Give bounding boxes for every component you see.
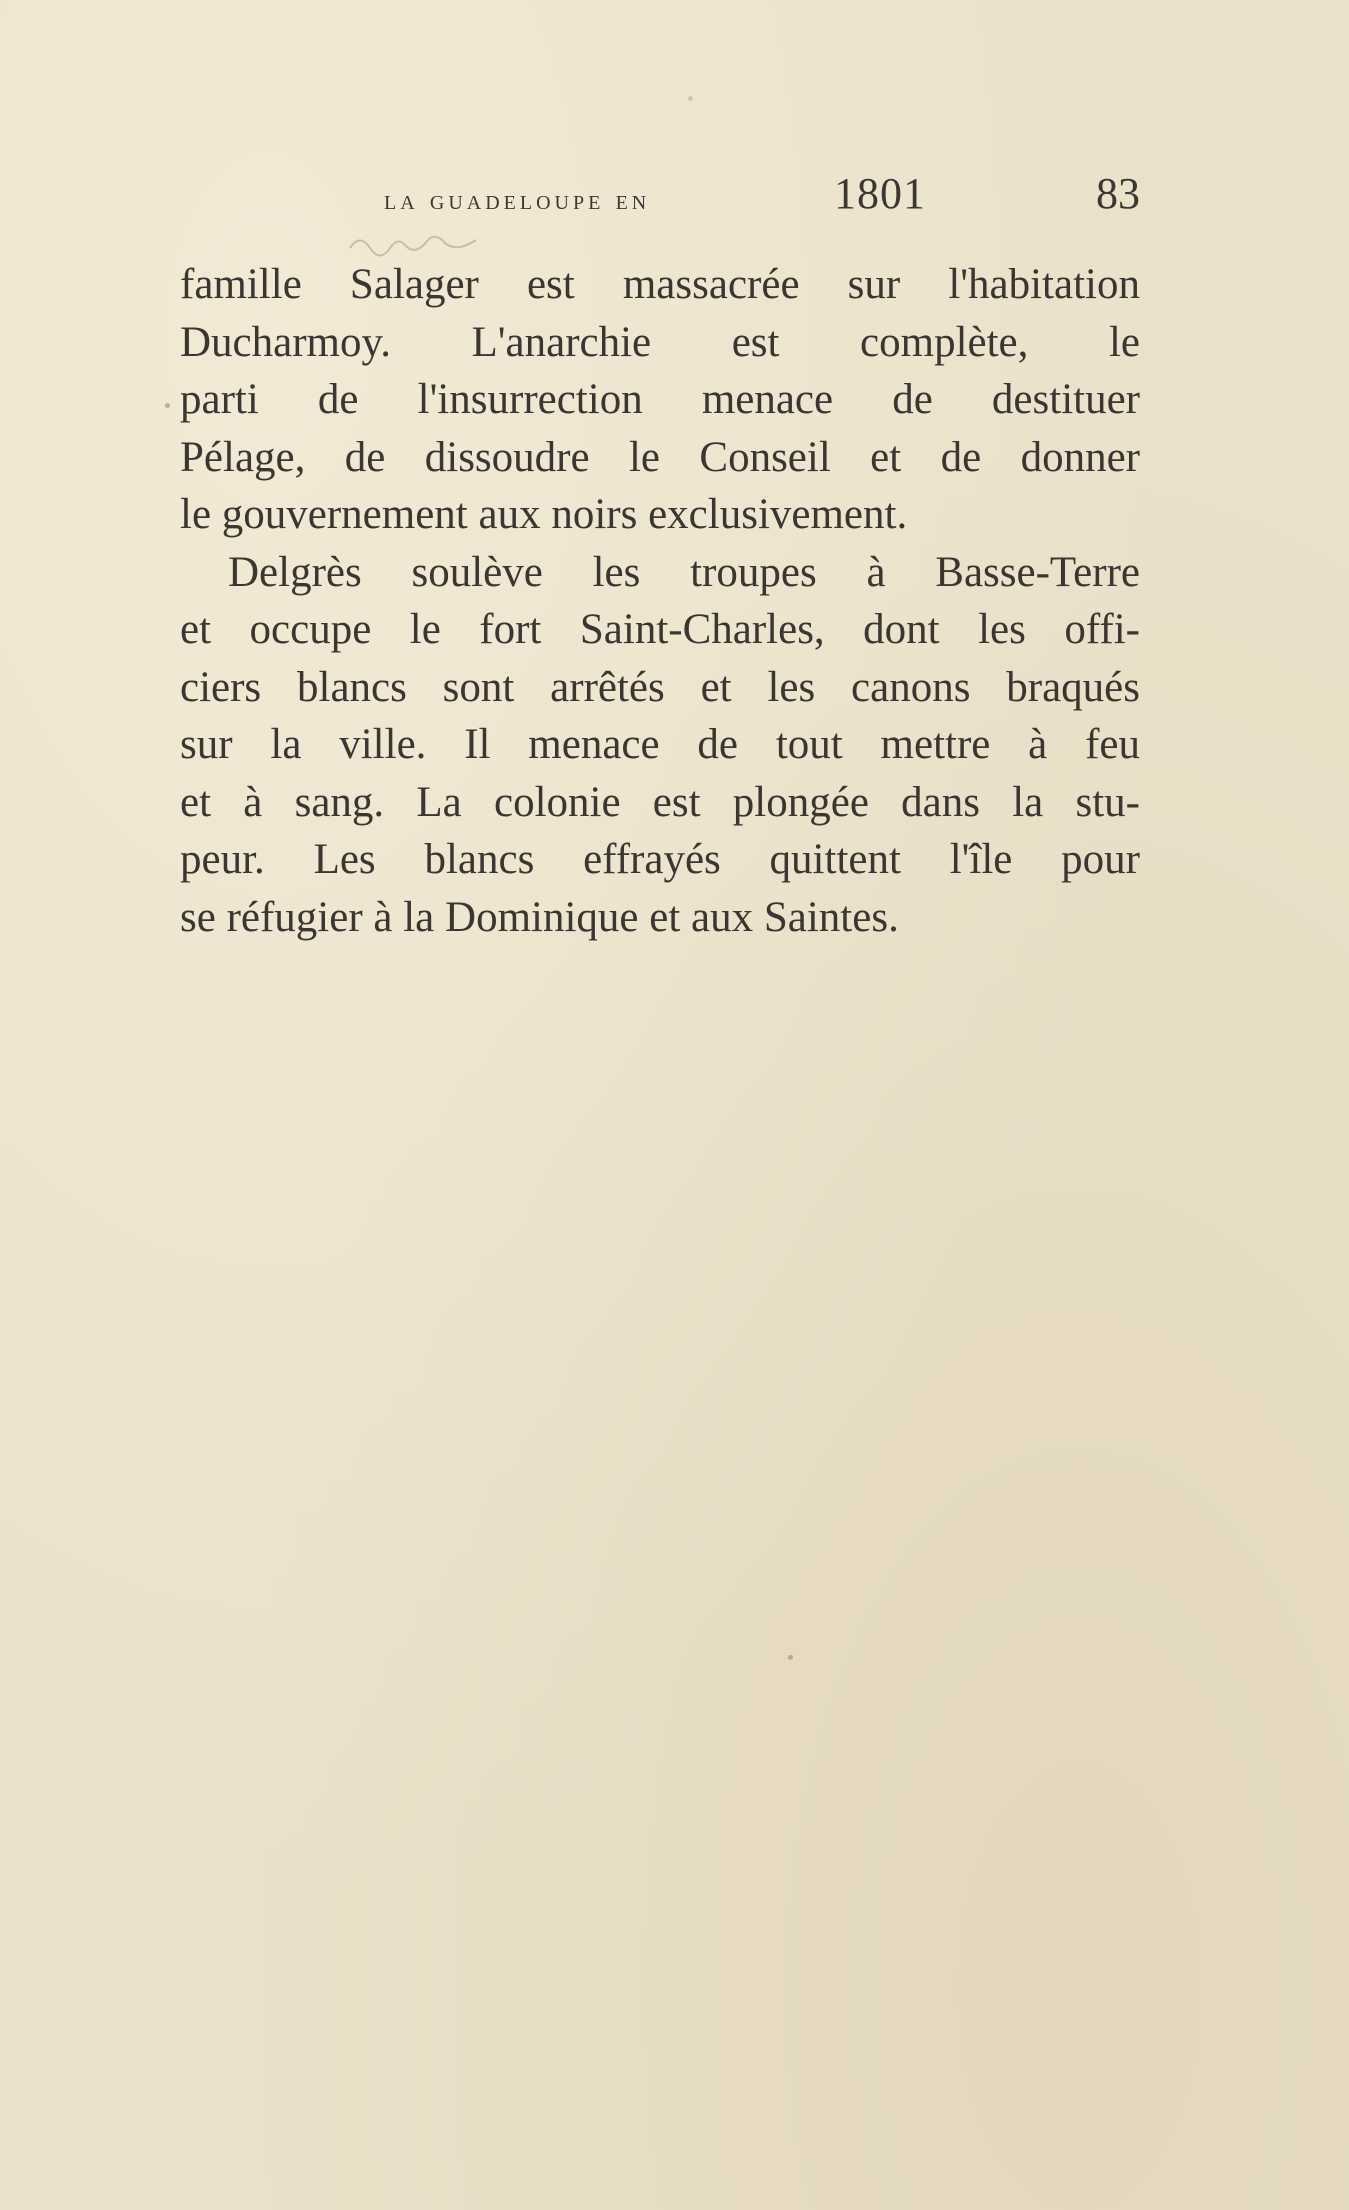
text-line: peur. Les blancs effrayés quittent l'île pour	[180, 836, 1140, 883]
text-line: et occupe le fort Saint-Charles, dont les offi-	[180, 606, 1140, 653]
text-line: se réfugier à la Dominique et aux Saintes.	[180, 893, 899, 941]
text-line: Ducharmoy. L'anarchie est complète, le	[180, 318, 1140, 366]
text-line: le gouvernement aux noirs exclusivement.	[180, 491, 908, 538]
text-line: et à sang. La colonie est plongée dans la stu-	[180, 778, 1140, 826]
page-header	[384, 168, 1140, 228]
paper-speck	[688, 96, 693, 101]
paper-speck	[788, 1655, 793, 1660]
text-line: Pélage, de dissoudre le Conseil et de donner	[180, 433, 1140, 481]
text-line: famille Salager est massacrée sur l'habitation	[180, 261, 1140, 308]
body-text	[180, 256, 1140, 946]
page-number: 83	[1096, 169, 1140, 218]
paper-speck	[165, 403, 170, 408]
text-line: sur la ville. Il menace de tout mettre à feu	[180, 721, 1140, 768]
text-line: parti de l'insurrection menace de destituer	[180, 376, 1140, 423]
text-line: ciers blancs sont arrêtés et les canons braqués	[180, 663, 1140, 711]
running-title-year: 1801	[834, 169, 926, 218]
text-line: Delgrès soulève les troupes à Basse-Terre	[228, 548, 1140, 596]
running-title: la guadeloupe en	[384, 184, 651, 216]
